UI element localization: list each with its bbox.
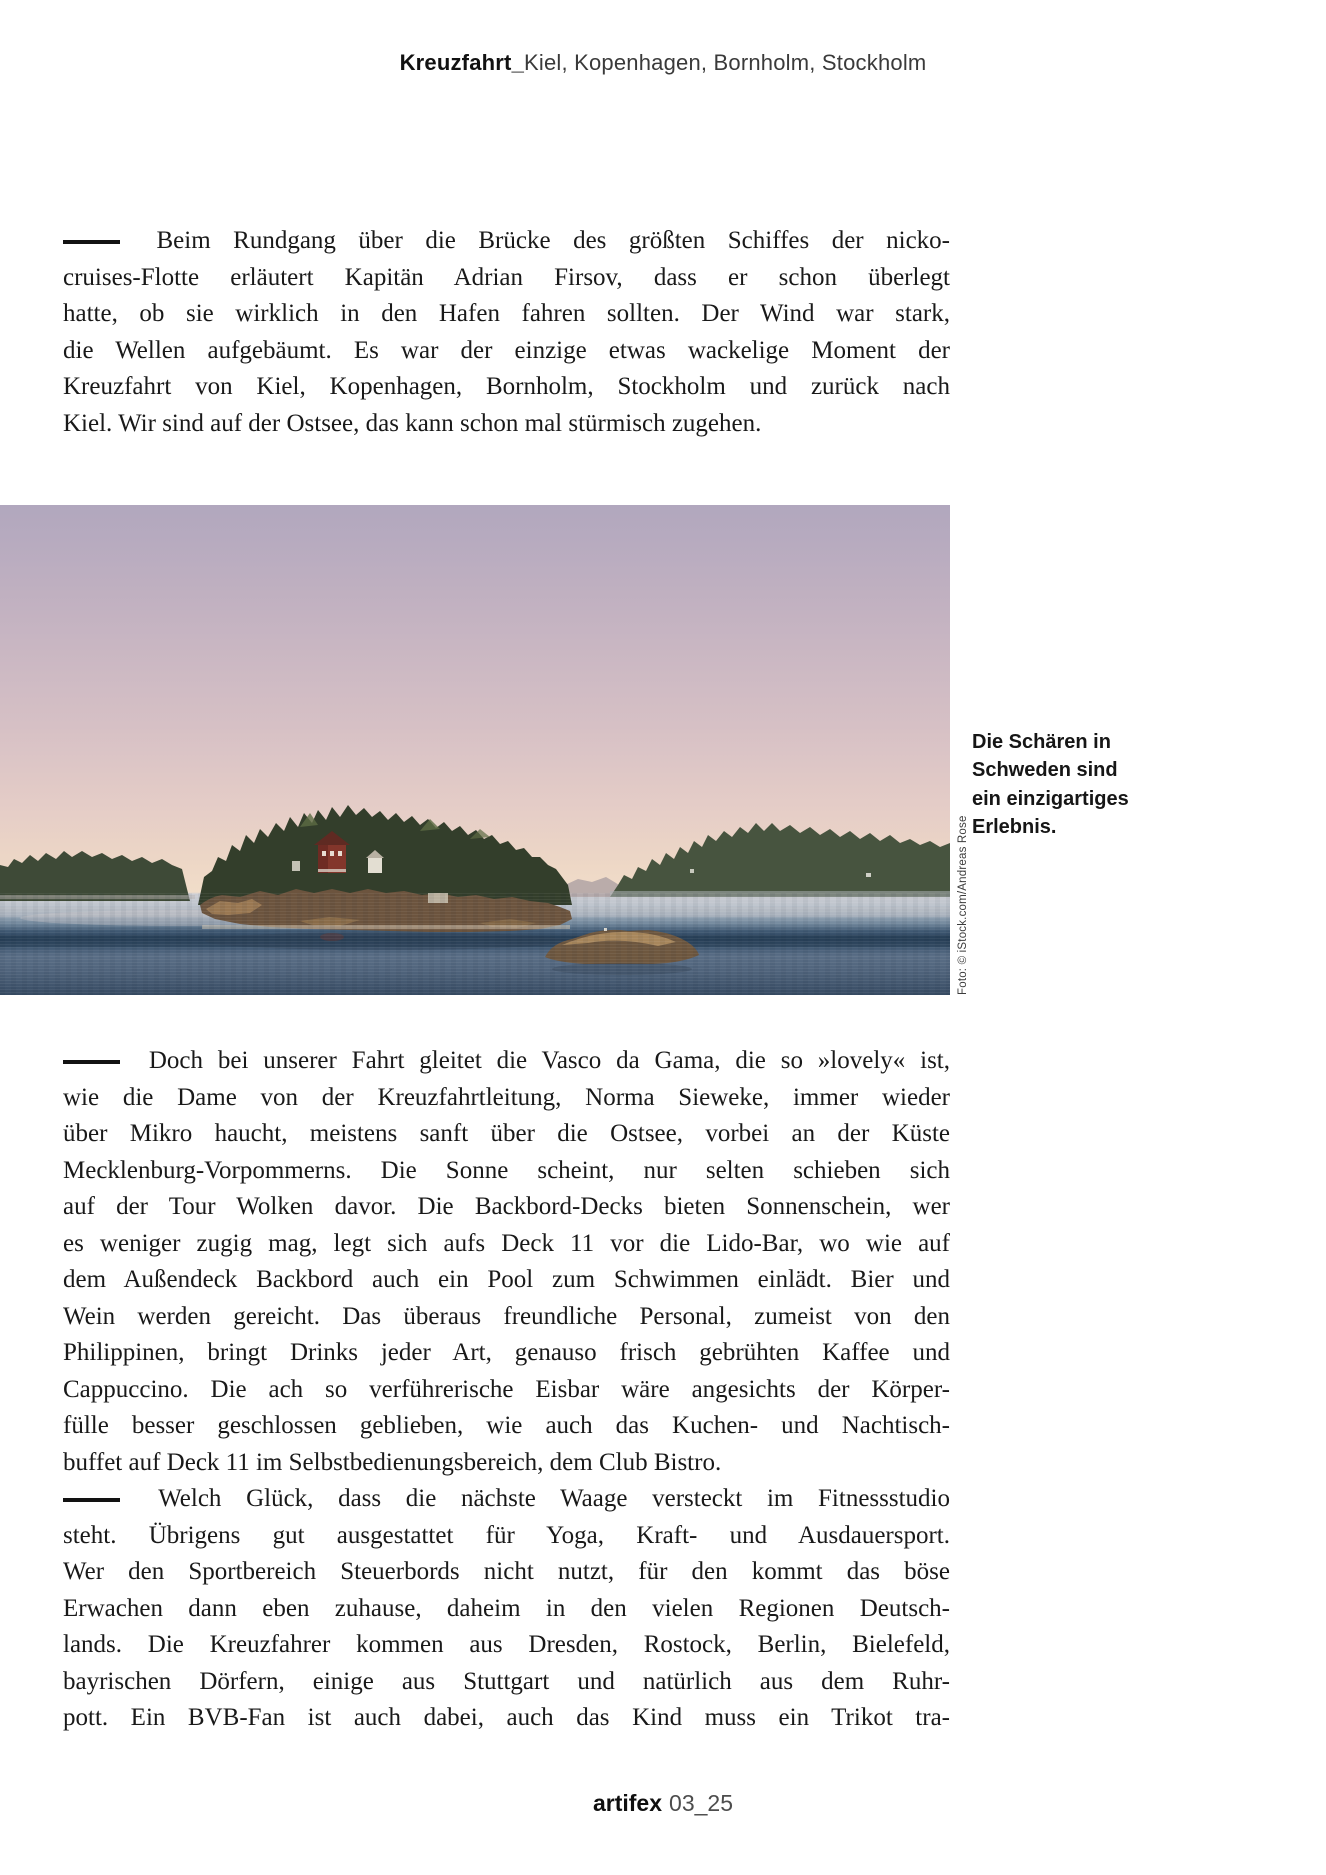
intro-paragraph xyxy=(63,223,950,442)
body-line xyxy=(63,1481,950,1518)
header-section-title: Kreuzfahrt_ xyxy=(399,50,525,75)
body-line: bayrischen Dörfern, einige aus Stuttgart und natürlich aus dem Ruhr- xyxy=(63,1667,950,1695)
caption-line: Schweden sind xyxy=(972,759,1118,782)
right-shore xyxy=(610,823,950,897)
body-line-text: Doch bei unserer Fahrt gleitet die Vasco da Gama, die so »lovely« ist, xyxy=(148,1047,950,1074)
body-line: steht. Übrigens gut ausgestattet für Yoga, Kraft- und Ausdauersport. xyxy=(63,1521,950,1549)
body-line: Philippinen, bringt Drinks jeder Art, genauso frisch gebrühten Kaffee und xyxy=(63,1339,950,1366)
body-line: Kreuzfahrt von Kiel, Kopenhagen, Bornholm, Stockholm und zurück nach xyxy=(63,373,950,400)
header-subtitle: Kiel, Kopenhagen, Bornholm, Stockholm xyxy=(524,50,927,75)
archipelago-photo xyxy=(0,505,950,995)
paragraph-dash-rule xyxy=(63,1060,120,1065)
body-line: lands. Die Kreuzfahrer kommen aus Dresden, Rostock, Berlin, Bielefeld, xyxy=(63,1631,950,1658)
caption-line: Die Schären in xyxy=(972,731,1111,753)
body-line: Cappuccino. Die ach so verführerische Eisbar wäre angesichts der Körper- xyxy=(63,1375,950,1403)
photo-credit: Foto: © iStock.com/Andreas Rose xyxy=(957,815,969,995)
caption-line: ein einzigartiges xyxy=(972,787,1129,810)
body-line: Wer den Sportbereich Steuerbords nicht nutzt, für den kommt das böse xyxy=(63,1558,950,1585)
caption-line: Erlebnis. xyxy=(972,816,1057,839)
body-line: es weniger zugig mag, legt sich aufs Deck 11 vor die Lido-Bar, wo wie auf xyxy=(63,1229,950,1257)
body-line: Wein werden gereicht. Das überaus freundliche Personal, zumeist von den xyxy=(63,1302,950,1330)
body-line: über Mikro haucht, meistens sanft über die Ostsee, vorbei an der Küste xyxy=(63,1120,950,1147)
photo-caption xyxy=(972,728,1172,842)
footer-issue: 03_25 xyxy=(669,1790,733,1816)
body-line: hatte, ob sie wirklich in den Hafen fahren sollten. Der Wind war stark, xyxy=(63,300,950,327)
body-line: Mecklenburg-Vorpommerns. Die Sonne scheint, nur selten schieben sich xyxy=(63,1156,950,1184)
body-line: buffet auf Deck 11 im Selbstbedienungsbereich, dem Club Bistro. xyxy=(63,1448,722,1476)
body-line: dem Außendeck Backbord auch ein Pool zum Schwimmen einlädt. Bier und xyxy=(63,1266,950,1293)
body-line: auf der Tour Wolken davor. Die Backbord-Decks bieten Sonnenschein, wer xyxy=(63,1193,950,1220)
body-line: die Wellen aufgebäumt. Es war der einzige etwas wackelige Moment der xyxy=(63,336,950,364)
body-line xyxy=(63,1043,950,1080)
paragraph-dash-rule xyxy=(63,240,120,245)
body-line-text: Welch Glück, dass die nächste Waage versteckt im Fitnessstudio xyxy=(158,1485,950,1512)
page-footer xyxy=(0,1790,1326,1817)
body-line: pott. Ein BVB-Fan ist auch dabei, auch das Kind muss ein Trikot tra- xyxy=(63,1704,950,1731)
body-line: Erwachen dann eben zuhause, daheim in den vielen Regionen Deutsch- xyxy=(63,1594,950,1622)
body-line xyxy=(63,223,950,260)
body-line: fülle besser geschlossen geblieben, wie auch das Kuchen- und Nachtisch- xyxy=(63,1412,950,1439)
body-line: cruises-Flotte erläutert Kapitän Adrian Firsov, dass er schon überlegt xyxy=(63,263,950,291)
page-header xyxy=(0,50,1326,76)
body-line-text: Beim Rundgang über die Brücke des größten Schiffes der nicko- xyxy=(156,227,950,254)
water-texture xyxy=(0,893,950,995)
body-paragraphs xyxy=(63,1043,950,1737)
paragraph-dash-rule xyxy=(63,1498,120,1503)
footer-brand: artifex xyxy=(592,1790,663,1816)
body-line: Kiel. Wir sind auf der Ostsee, das kann schon mal stürmisch zugehen. xyxy=(63,409,762,437)
body-line: wie die Dame von der Kreuzfahrtleitung, Norma Sieweke, immer wieder xyxy=(63,1083,950,1111)
